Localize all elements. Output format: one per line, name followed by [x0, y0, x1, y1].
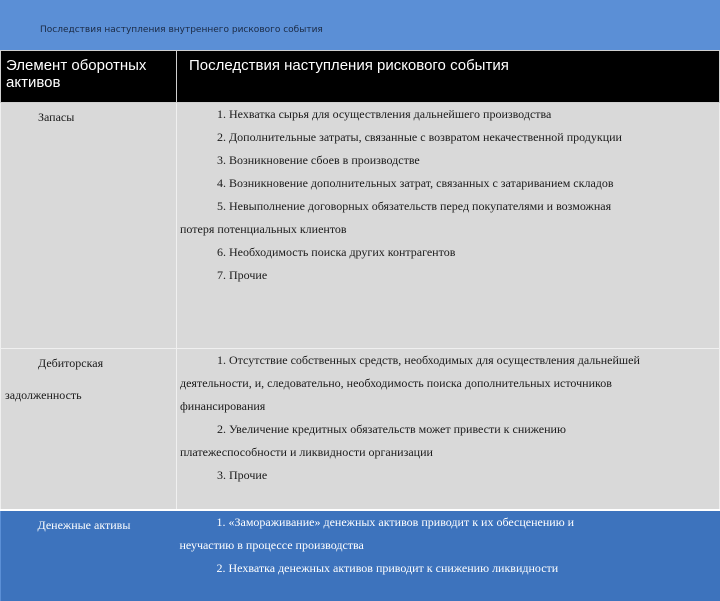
- consequence-line: 5. Невыполнение договорных обязательств перед покупателями и возможная: [217, 199, 612, 213]
- consequence-line: 1. Отсутствие собственных средств, необходимых для осуществления дальнейшей: [217, 353, 640, 367]
- element-cell: [1, 349, 177, 511]
- consequence-line: деятельности, и, следовательно, необходимость поиска дополнительных источников: [180, 376, 612, 390]
- element-label: Дебиторская: [38, 356, 104, 370]
- risk-consequences-table: [0, 50, 720, 601]
- element-cell: [1, 103, 177, 349]
- slide-title: Последствия наступления внутреннего рискового события: [40, 25, 323, 35]
- element-cell: [1, 510, 177, 601]
- consequence-line: 1. Нехватка сырья для осуществления дальнейшего производства: [217, 107, 552, 121]
- consequence-line: 2. Нехватка денежных активов приводит к снижению ликвидности: [216, 561, 559, 575]
- consequences-cell: [177, 103, 720, 349]
- consequences-cell: [177, 510, 720, 601]
- consequence-line: неучастию в процессе производства: [179, 538, 364, 552]
- consequences-cell: [177, 349, 720, 511]
- element-label: задолженность: [5, 388, 82, 402]
- consequence-line: платежеспособности и ликвидности организации: [180, 445, 433, 459]
- consequence-line: 4. Возникновение дополнительных затрат, связанных с затариванием складов: [217, 176, 614, 190]
- consequence-line: 2. Дополнительные затраты, связанные с возвратом некачественной продукции: [217, 130, 622, 144]
- table-row-inventory: [1, 103, 720, 349]
- header-element: Элемент оборотных активов: [1, 51, 177, 103]
- consequence-line: 7. Прочие: [217, 268, 268, 282]
- element-label: Запасы: [38, 110, 75, 124]
- element-label: Денежные активы: [37, 518, 131, 532]
- consequence-line: финансирования: [180, 399, 266, 413]
- table-row-cash: [1, 510, 720, 601]
- consequence-line: 3. Прочие: [217, 468, 268, 482]
- table-header-row: [1, 51, 720, 103]
- consequence-line: 2. Увеличение кредитных обязательств может привести к снижению: [217, 422, 566, 436]
- table-row-receivables: [1, 349, 720, 511]
- consequence-line: 3. Возникновение сбоев в производстве: [217, 153, 420, 167]
- consequence-line: 6. Необходимость поиска других контрагентов: [217, 245, 456, 259]
- consequence-line: 1. «Замораживание» денежных активов приводит к их обесценению и: [216, 515, 575, 529]
- header-consequences: Последствия наступления рискового события: [177, 51, 720, 103]
- consequence-line: потеря потенциальных клиентов: [180, 222, 347, 236]
